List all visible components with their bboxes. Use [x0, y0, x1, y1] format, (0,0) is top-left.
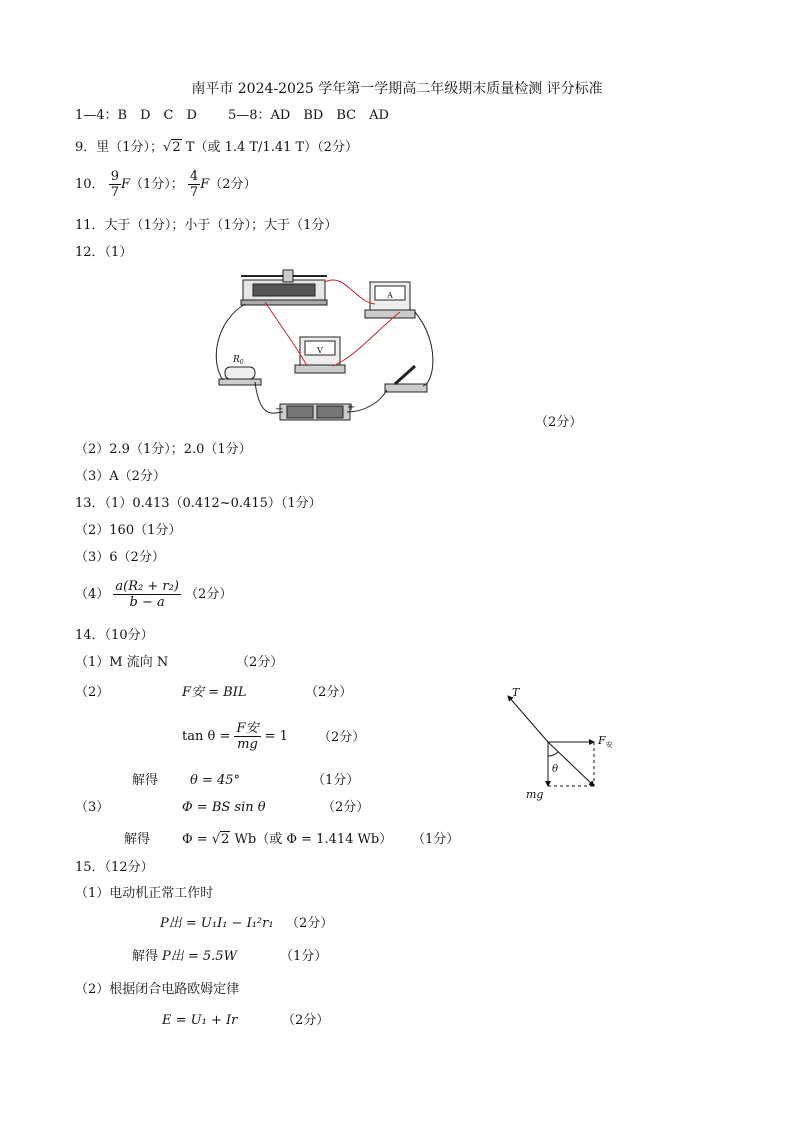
answer-14-1: （1）M 流向 N [75, 655, 169, 670]
answer-15-label: 15．（12分） [75, 860, 154, 875]
equation-15-2-score: （2分） [282, 1013, 330, 1028]
svg-text:T: T [512, 686, 520, 699]
answer-10: 10． $\frac{9}{7}$ F（1分）； $\frac{4}{7}$ F（2分） [75, 169, 257, 200]
solve-theta: θ = 45° [190, 773, 241, 788]
svg-text:+: + [347, 402, 356, 413]
fraction-13-4: $\frac{\text{a(R₂ + r₂)}}{b - a}$ [115, 579, 179, 610]
switch-icon [385, 366, 427, 392]
solve-power: P出 = 5.5W [162, 949, 237, 964]
svg-text:mg: mg [526, 788, 544, 801]
solve-3-score: （1分） [280, 949, 328, 964]
fraction-4-7: $\frac{4}{7}$ [189, 169, 199, 200]
equation-1-score: （2分） [305, 685, 353, 700]
svg-text:θ: θ [552, 764, 559, 775]
svg-text:V: V [317, 346, 323, 355]
solve-label-2: 解得 [124, 832, 151, 847]
answer-12-2: （2）2.9（1分）；2.0（1分） [75, 442, 252, 457]
force-diagram [500, 682, 630, 802]
solve-1-score: （1分） [312, 773, 360, 788]
ammeter-icon [365, 282, 415, 318]
answer-14-1-score: （2分） [236, 655, 284, 670]
resistor-icon [219, 355, 261, 385]
voltmeter-icon [295, 337, 345, 373]
solve-2-score: （1分） [412, 832, 460, 847]
solve-flux: Φ = √2 Wb（或 Φ = 1.414 Wb） [182, 832, 393, 847]
sqrt-expression: √2 [211, 832, 230, 847]
equation-3-score: （2分） [322, 800, 370, 815]
equation-ohm: E = U₁ + Ir [162, 1013, 238, 1028]
answer-15-2: （2）根据闭合电路欧姆定律 [75, 982, 240, 997]
solve-label-3: 解得 [132, 949, 159, 964]
answer-14-3-label: （3） [75, 800, 110, 815]
fraction-9-7: $\frac{9}{7}$ [110, 169, 119, 200]
sqrt-expression: √2 [163, 140, 181, 155]
answer-14-2-label: （2） [75, 685, 110, 700]
equation-15-1-score: （2分） [286, 916, 334, 931]
answers-5-8: 5—8：AD BD BC AD [228, 108, 389, 123]
answer-12-3: （3）A（2分） [75, 469, 166, 484]
page-title: 南平市 2024-2025 学年第一学期高二年级期末质量检测 评分标准 [191, 81, 603, 97]
battery-icon [275, 402, 355, 420]
equation-tan: tan θ = $\frac{\text{F安}}{mg}$ = 1 [182, 721, 288, 752]
svg-text:A: A [387, 291, 393, 300]
answer-13-2: （2）160（1分） [75, 523, 182, 538]
answer-14-label: 14．（10分） [75, 628, 154, 643]
answer-12-figure-score: （2分） [535, 415, 583, 430]
answer-9: 9．里（1分）；√2 T（或 1.4 T/1.41 T）（2分） [75, 140, 358, 155]
fraction-tan: $\frac{\text{F安}}{mg}$ [236, 721, 259, 752]
equation-ampere-force: F安 = BIL [182, 685, 247, 700]
svg-text:−: − [275, 404, 284, 415]
answer-11: 11．大于（1分）；小于（1分）；大于（1分） [75, 218, 338, 233]
svg-text:R0: $R_0$ [233, 355, 244, 366]
answer-13-4: （4） $\frac{\text{a(R₂ + r₂)}}{b - a}$ （2分） [75, 579, 233, 610]
answers-1-4: 1—4：B D C D [75, 108, 197, 123]
answer-15-1: （1）电动机正常工作时 [75, 886, 214, 901]
answer-13-3: （3）6（2分） [75, 550, 165, 565]
circuit-diagram [205, 262, 445, 432]
equation-2-score: （2分） [318, 730, 366, 745]
svg-text:F安: $F_安$ [598, 734, 613, 749]
solve-label-1: 解得 [132, 773, 159, 788]
answer-13-1: 13．（1）0.413（0.412~0.415）（1分） [75, 496, 322, 511]
rheostat-icon [241, 270, 327, 305]
equation-flux: Φ = BS sin θ [182, 800, 266, 815]
equation-output-power: P出 = U₁I₁ − I₁²r₁ [160, 916, 274, 931]
answer-12-label: 12．（1） [75, 245, 133, 260]
